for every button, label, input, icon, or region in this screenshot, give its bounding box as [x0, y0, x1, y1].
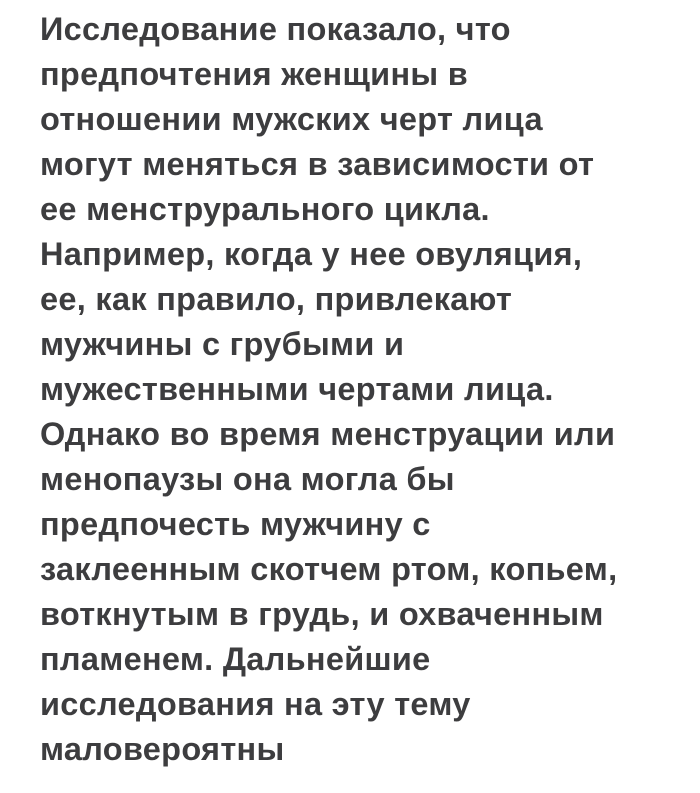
- text-line: ее, как правило, привлекают: [40, 281, 513, 317]
- text-line: маловероятны: [40, 731, 285, 767]
- text-line: ее менструрального цикла.: [40, 191, 490, 227]
- text-line: пламенем. Дальнейшие: [40, 641, 431, 677]
- text-line: мужественными чертами лица.: [40, 371, 554, 407]
- text-line: исследования на эту тему: [40, 686, 471, 722]
- text-line: Однако во время менструации или: [40, 416, 616, 452]
- text-line: воткнутым в грудь, и охваченным: [40, 596, 604, 632]
- text-line: могут меняться в зависимости от: [40, 146, 595, 182]
- text-line: отношении мужских черт лица: [40, 101, 543, 137]
- text-line: заклеенным скотчем ртом, копьем,: [40, 551, 618, 587]
- text-line: предпочесть мужчину с: [40, 506, 431, 542]
- text-line: Например, когда у нее овуляция,: [40, 236, 583, 272]
- text-line: менопаузы она могла бы: [40, 461, 455, 497]
- text-line: мужчины с грубыми и: [40, 326, 405, 362]
- text-line: Исследование показало, что: [40, 11, 511, 47]
- text-line: предпочтения женщины в: [40, 56, 469, 92]
